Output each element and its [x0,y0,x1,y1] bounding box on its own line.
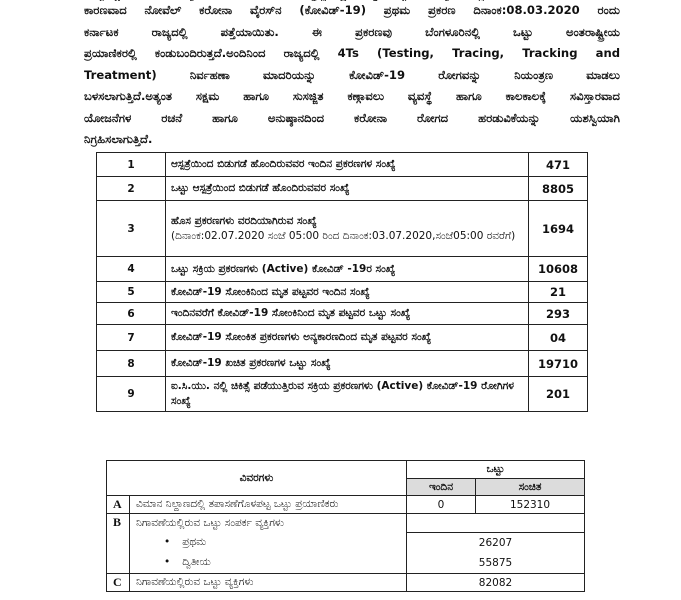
table-row [107,514,585,533]
row-description: ಒಟ್ಟು ಆಸ್ಪತ್ರೆಯಿಂದ ಬಿಡುಗಡೆ ಹೊಂದಿರುವವರ ಸಂಖ್ಯೆ [166,177,529,201]
row-value: 293 [529,303,588,325]
row-description: ಆಸ್ಪತ್ರೆಯಿಂದ ಬಿಡುಗಡೆ ಹೊಂದಿರುವವರ ಇಂದಿನ ಪ್ರಕರಣಗಳ ಸಂಖ್ಯೆ [166,153,529,177]
paragraph-line-7: ನಿಗ್ರಹಿಸಲಾಗುತ್ತಿದೆ. [84,132,153,146]
paragraph-line-1: ಕಾರಣವಾದ ನೋವೆಲ್ ಕರೋನಾ ವೈರಸ್‌ನ (ಕೋವಿಡ್-19) ಪ್ರಥಮ ಪ್ರಕರಣ ದಿನಾಂಕ:08.03.2020 ರಂದು [84,3,620,17]
row-value: 04 [529,325,588,351]
header-today: ಇಂದಿನ [407,479,476,496]
row-letter: B [107,514,130,574]
row-label: ನಿಗಾವಣೆಯಲ್ಲಿರುವ ಒಟ್ಟು ಸಂಪರ್ಕ ವ್ಯಕ್ತಿಗಳು [130,514,407,533]
row-description: ಒಟ್ಟು ಸಕ್ರಿಯ ಪ್ರಕರಣಗಳು (Active) ಕೋವಿಡ್ -19ರ ಸಂಖ್ಯೆ [166,257,529,282]
row-value: 201 [529,377,588,412]
row-b-values [407,514,585,574]
table-row [97,325,588,351]
intro-paragraph [84,0,620,151]
row-number: 3 [97,201,166,257]
row-number: 7 [97,325,166,351]
secondary-value: 55875 [478,557,513,569]
row-description-main: ಹೊಸ ಪ್ರಕರಣಗಳು ವರದಿಯಾಗಿರುವ ಸಂಖ್ಯೆ [171,214,317,227]
primary-contacts-label: • ಪ್ರಥಮ [130,532,407,553]
table-row [97,201,588,257]
row-number: 6 [97,303,166,325]
paragraph-line-4: Treatment) ನಿರ್ವಹಣಾ ಮಾದರಿಯನ್ನು ಕೋವಿಡ್-19 ರೋಗವನ್ನು ನಿಯಂತ್ರಣ ಮಾಡಲು [84,67,620,82]
row-cumulative-value: 152310 [476,496,585,514]
table-row [97,257,588,282]
row-description-date-range: (ದಿನಾಂಕ:02.07.2020 ಸಂಜೆ 05:00 ರಿಂದ ದಿನಾಂಕ:03.07.2020,ಸಂಜೆ05:00 ರವರೆಗೆ) [171,229,516,242]
row-number: 2 [97,177,166,201]
table-row [97,177,588,201]
row-value: 19710 [529,351,588,377]
row-value: 10608 [529,257,588,282]
row-number: 8 [97,351,166,377]
row-description: ಕೋವಿಡ್-19 ಸೋಂಕಿನಿಂದ ಮೃತ ಪಟ್ಟವರ ಇಂದಿನ ಸಂಖ್ಯೆ [166,282,529,303]
table-row [107,496,585,514]
table-row [107,574,585,592]
details-table [106,460,585,592]
table-row [97,153,588,177]
table-row [97,351,588,377]
table-row [97,303,588,325]
row-value: 1694 [529,201,588,257]
header-total: ಒಟ್ಟು [407,461,585,479]
row-description: ಕೋವಿಡ್-19 ಸೋಂಕಿತ ಪ್ರಕರಣಗಳು ಅನ್ಯಕಾರಣದಿಂದ ಮೃತ ಪಟ್ಟವರ ಸಂಖ್ಯೆ [166,325,529,351]
covid-stats-table [96,152,588,412]
paragraph-line-5: ಬಳಸಲಾಗುತ್ತಿದೆ.ಅತ್ಯಂತ ಸಕ್ಷಮ ಹಾಗೂ ಸುಸಜ್ಜಿತ ಕಣ್ಗಾವಲು ವ್ಯವಸ್ಥೆ ಹಾಗೂ ಕಾಲಕಾಲಕ್ಕೆ ಸವಿಸ್ತಾರವಾದ [84,89,620,103]
row-number: 9 [97,377,166,412]
row-value: 8805 [529,177,588,201]
details-header-row [107,461,585,479]
row-number: 4 [97,257,166,282]
row-value: 471 [529,153,588,177]
paragraph-line-2: ಕರ್ನಾಟಕ ರಾಜ್ಯದಲ್ಲಿ ಪತ್ತೆಯಾಯಿತು. ಈ ಪ್ರಕರಣವು ಬೆಂಗಳೂರಿನಲ್ಲಿ ಒಟ್ಟು ಅಂತರಾಷ್ಟ್ರೀಯ [84,24,620,39]
row-description: ಕೋವಿಡ್-19 ಖಚಿತ ಪ್ರಕರಣಗಳ ಒಟ್ಟು ಸಂಖ್ಯೆ [166,351,529,377]
primary-value: 26207 [478,537,513,549]
table-row [97,282,588,303]
table-row [97,377,588,412]
header-cumulative: ಸಂಚಿತ [476,479,585,496]
row-total-value: 82082 [407,574,585,592]
row-number: 5 [97,282,166,303]
row-letter: C [107,574,130,592]
blank-cell [407,514,584,533]
secondary-contacts-label: • ದ್ವಿತೀಯ [130,553,407,574]
row-today-value: 0 [407,496,476,514]
row-label: ವಿಮಾನ ನಿಲ್ದಾಣದಲ್ಲಿ ತಪಾಸಣೆಗೊಳಪಟ್ಟ ಒಟ್ಟು ಪ್ರಯಾಣಿಕರು [130,496,407,514]
paragraph-line-3: ಪ್ರಯಾಣಿಕರಲ್ಲಿ ಕಂಡುಬಂದಿರುತ್ತದೆ.ಅಂದಿನಿಂದ ರಾಜ್ಯದಲ್ಲಿ 4Ts (Testing, Tracing, Tracking and [84,46,620,60]
paragraph-line-6: ಯೋಜನೆಗಳ ರಚನೆ ಹಾಗೂ ಅನುಷ್ಠಾನದಿಂದ ಕರೋನಾ ರೋಗದ ಹರಡುವಿಕೆಯನ್ನು ಯಶಸ್ವಿಯಾಗಿ [84,110,620,125]
row-value: 21 [529,282,588,303]
row-description: ಐ.ಸಿ.ಯು. ನಲ್ಲಿ ಚಿಕಿತ್ಸೆ ಪಡೆಯುತ್ತಿರುವ ಸಕ್ರಿಯ ಪ್ರಕರಣಗಳು (Active) ಕೋವಿಡ್-19 ರೋಗಿಗಳ ಸಂಖ್ಯೆ [166,377,529,412]
row-label: ನಿಗಾವಣೆಯಲ್ಲಿರುವ ಒಟ್ಟು ವ್ಯಕ್ತಿಗಳು [130,574,407,592]
row-letter: A [107,496,130,514]
row-description [166,201,529,257]
row-description: ಇಂದಿನವರೆಗೆ ಕೋವಿಡ್-19 ಸೋಂಕಿನಿಂದ ಮೃತ ಪಟ್ಟವರ ಒಟ್ಟು ಸಂಖ್ಯೆ [166,303,529,325]
header-details: ವಿವರಗಳು [107,461,407,496]
row-number: 1 [97,153,166,177]
